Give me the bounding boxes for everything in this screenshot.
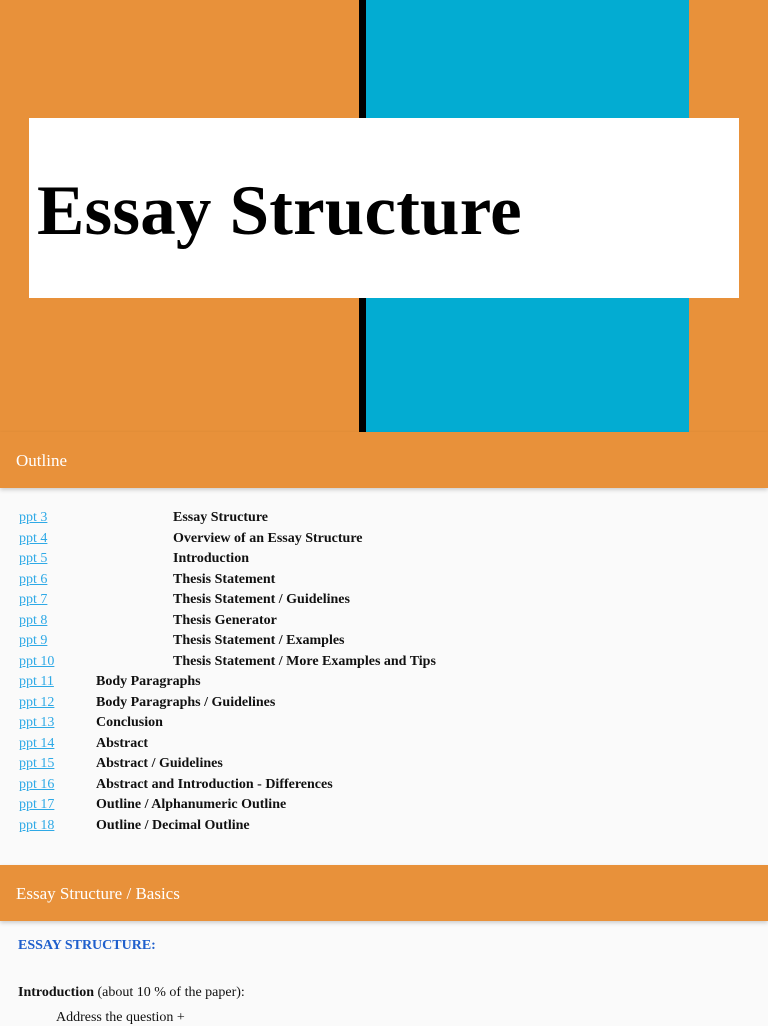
essay-structure-heading: ESSAY STRUCTURE:: [18, 938, 156, 953]
outline-item: [0, 756, 768, 777]
outline-item-title: Thesis Statement / Examples: [173, 633, 345, 648]
outline-item-link[interactable]: ppt 17: [19, 797, 55, 812]
outline-item: [0, 592, 768, 613]
cover-title: Essay Structure: [37, 172, 522, 250]
outline-item-title: Introduction: [173, 551, 249, 566]
outline-item-link[interactable]: ppt 6: [19, 571, 48, 587]
outline-item-link[interactable]: ppt 9: [19, 633, 48, 648]
cover-title-box: [29, 118, 739, 298]
outline-item-title: Essay Structure: [173, 510, 269, 525]
outline-item-title: Abstract / Guidelines: [96, 756, 223, 771]
outline-item-link[interactable]: ppt 12: [19, 694, 55, 710]
outline-item: [0, 736, 768, 757]
outline-item: [0, 510, 768, 531]
outline-item: [0, 572, 768, 593]
outline-item: [0, 797, 768, 818]
outline-header: Outline: [16, 451, 67, 470]
outline-item-link[interactable]: ppt 10: [19, 653, 55, 669]
address-question-line: Address the question +: [56, 1010, 185, 1025]
outline-item-link[interactable]: ppt 5: [19, 551, 48, 566]
outline-item-link[interactable]: ppt 16: [19, 776, 55, 792]
outline-item-link[interactable]: ppt 4: [19, 530, 48, 546]
outline-list: [0, 510, 768, 838]
basics-header: Essay Structure / Basics: [16, 884, 180, 903]
outline-item-title: Thesis Statement: [173, 571, 276, 587]
outline-item-link[interactable]: ppt 18: [19, 817, 55, 833]
outline-item: [0, 695, 768, 716]
outline-item-title: Outline / Alphanumeric Outline: [96, 797, 287, 812]
outline-item-link[interactable]: ppt 13: [19, 715, 55, 730]
outline-item-title: Outline / Decimal Outline: [96, 817, 250, 833]
outline-item: [0, 613, 768, 634]
outline-item-title: Conclusion: [96, 715, 163, 730]
outline-item-link[interactable]: ppt 3: [19, 510, 48, 525]
introduction-label: Introduction: [18, 985, 94, 1000]
outline-item: [0, 715, 768, 736]
outline-item: [0, 531, 768, 552]
outline-item-link[interactable]: ppt 15: [19, 756, 55, 771]
outline-item: [0, 633, 768, 654]
introduction-rest: (about 10 % of the paper):: [93, 985, 245, 1000]
basics-header-bar: [0, 865, 768, 921]
outline-item-title: Body Paragraphs: [96, 674, 201, 689]
outline-header-bar: [0, 432, 768, 488]
outline-item-title: Overview of an Essay Structure: [173, 530, 363, 546]
outline-item: [0, 674, 768, 695]
outline-item-title: Abstract: [96, 735, 149, 751]
outline-item: [0, 654, 768, 675]
cover-slide: [0, 0, 768, 432]
outline-item-link[interactable]: ppt 8: [19, 612, 48, 628]
outline-item-title: Abstract and Introduction - Differences: [96, 776, 333, 792]
outline-item-link[interactable]: ppt 14: [19, 735, 55, 751]
outline-item-title: Thesis Statement / More Examples and Tips: [173, 653, 436, 669]
introduction-line: [18, 985, 245, 1001]
outline-item: [0, 551, 768, 572]
outline-item: [0, 818, 768, 839]
outline-item-title: Thesis Statement / Guidelines: [173, 592, 350, 607]
outline-item-title: Body Paragraphs / Guidelines: [96, 694, 276, 710]
outline-item-link[interactable]: ppt 7: [19, 592, 48, 607]
outline-item-link[interactable]: ppt 11: [19, 674, 54, 689]
outline-item-title: Thesis Generator: [173, 612, 277, 628]
outline-item: [0, 777, 768, 798]
